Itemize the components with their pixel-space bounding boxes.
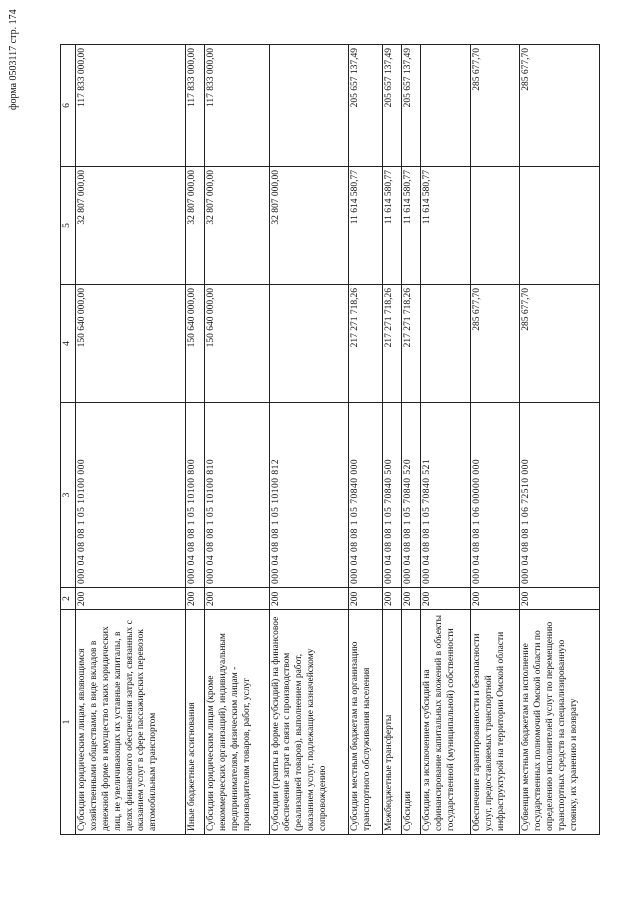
header-col-2: 2 <box>61 588 76 610</box>
form-note: форма 0503117 стр. 174 <box>8 9 19 110</box>
row-col4-value: 150 640 000,00 <box>205 285 270 403</box>
row-col4-value: 285 677,70 <box>520 285 600 403</box>
row-budget-code: 000 04 08 08 1 05 70840 000 <box>349 403 383 588</box>
row-col5-value: 11 614 580,77 <box>349 167 383 285</box>
table-row <box>186 45 205 835</box>
row-name: Субсидии юридическим лицам (кроме некоммерческих организаций), индивидуальным предпринимателям, физическим лицам - производителям товаров, работ, услуг <box>205 610 270 835</box>
table-row <box>470 45 519 835</box>
row-col4-value: 217 271 718,26 <box>349 285 383 403</box>
row-budget-code: 000 04 08 08 1 06 00000 000 <box>470 403 519 588</box>
header-col-4: 4 <box>61 285 76 403</box>
row-col6-value: 117 833 000,00 <box>205 45 270 167</box>
row-budget-code: 000 04 08 08 1 05 70840 521 <box>421 403 470 588</box>
header-row <box>61 45 76 835</box>
row-col6-value: 205 657 137,49 <box>349 45 383 167</box>
row-col5-value: 11 614 580,77 <box>383 167 402 285</box>
row-name: Субвенция местным бюджетам на исполнение государственных полномочий Омской области по определению исполнителей услуг по перемещению транспортных средств на специализированную стоянку, их хранению и возврату <box>520 610 600 835</box>
row-col6-value: 205 657 137,49 <box>402 45 421 167</box>
row-budget-code: 000 04 08 08 1 05 70840 520 <box>402 403 421 588</box>
row-line-code: 200 <box>383 588 402 610</box>
row-name: Межбюджетные трансферты <box>383 610 402 835</box>
table-row <box>269 45 349 835</box>
row-col6-value: 117 833 000,00 <box>186 45 205 167</box>
row-col5-value: 32 807 000,00 <box>205 167 270 285</box>
row-col4-value: 150 640 000,00 <box>186 285 205 403</box>
row-budget-code: 000 04 08 08 1 05 10100 800 <box>186 403 205 588</box>
row-col5-value: 32 807 000,00 <box>269 167 349 285</box>
row-col4-value: 150 640 000,00 <box>76 285 186 403</box>
row-col4-value: 217 271 718,26 <box>383 285 402 403</box>
row-budget-code: 000 04 08 08 1 05 10100 812 <box>269 403 349 588</box>
row-name: Обеспечение гарантированности и безопасности услуг, предоставляемых транспортной инфраструктурой на территории Омской области <box>470 610 519 835</box>
table-row <box>421 45 470 835</box>
table-row <box>76 45 186 835</box>
table-row <box>402 45 421 835</box>
row-line-code: 200 <box>269 588 349 610</box>
row-col6-value: 205 657 137,49 <box>383 45 402 167</box>
row-budget-code: 000 04 08 08 1 05 70840 500 <box>383 403 402 588</box>
row-line-code: 200 <box>470 588 519 610</box>
row-budget-code: 000 04 08 08 1 05 10100 810 <box>205 403 270 588</box>
row-name: Субсидии (гранты в форме субсидий) на финансовое обеспечение затрат в связи с производством (реализацией товаров), выполнением работ, оказанием услуг, подлежащие казначейскому сопровождению <box>269 610 349 835</box>
row-col6-value: 285 677,70 <box>470 45 519 167</box>
row-col6-value: 285 677,70 <box>520 45 600 167</box>
row-line-code: 200 <box>349 588 383 610</box>
row-line-code: 200 <box>421 588 470 610</box>
header-col-6: 6 <box>61 45 76 167</box>
row-col4-value: 285 677,70 <box>470 285 519 403</box>
row-line-code: 200 <box>76 588 186 610</box>
row-col6-value: 117 833 000,00 <box>76 45 186 167</box>
row-name: Субсидии юридическим лицам, являющимся хозяйственными обществами, в виде вкладов в денежной форме в имущество таких юридических лиц, не увеличивающих их уставные капиталы, в целях финансового обеспечения затрат, связанных с оказанием услуг в сфере пассажирских перевозок автомобильным транспортом <box>76 610 186 835</box>
row-col4-value <box>421 285 470 403</box>
row-line-code: 200 <box>186 588 205 610</box>
header-col-5: 5 <box>61 167 76 285</box>
row-name: Субсидии, за исключением субсидий на софинансирование капитальных вложений в объекты государственной (муниципальной) собственности <box>421 610 470 835</box>
row-col4-value: 217 271 718,26 <box>402 285 421 403</box>
row-col5-value: 11 614 580,77 <box>402 167 421 285</box>
row-col6-value <box>269 45 349 167</box>
rotated-page <box>60 45 600 835</box>
row-col4-value <box>269 285 349 403</box>
row-col5-value: 32 807 000,00 <box>186 167 205 285</box>
row-line-code: 200 <box>520 588 600 610</box>
row-col5-value <box>520 167 600 285</box>
table-row <box>520 45 600 835</box>
row-budget-code: 000 04 08 08 1 06 72510 000 <box>520 403 600 588</box>
row-line-code: 200 <box>205 588 270 610</box>
budget-table <box>60 44 600 835</box>
row-name: Иные бюджетные ассигнования <box>186 610 205 835</box>
row-name: Субсидии <box>402 610 421 835</box>
row-col6-value <box>421 45 470 167</box>
row-budget-code: 000 04 08 08 1 05 10100 000 <box>76 403 186 588</box>
table-row <box>349 45 383 835</box>
header-col-3: 3 <box>61 403 76 588</box>
row-col5-value <box>470 167 519 285</box>
row-name: Субсидии местным бюджетам на организацию транспортного обслуживания населения <box>349 610 383 835</box>
row-col5-value: 11 614 580,77 <box>421 167 470 285</box>
table-row <box>205 45 270 835</box>
header-col-1: 1 <box>61 610 76 835</box>
row-col5-value: 32 807 000,00 <box>76 167 186 285</box>
row-line-code: 200 <box>402 588 421 610</box>
table-row <box>383 45 402 835</box>
